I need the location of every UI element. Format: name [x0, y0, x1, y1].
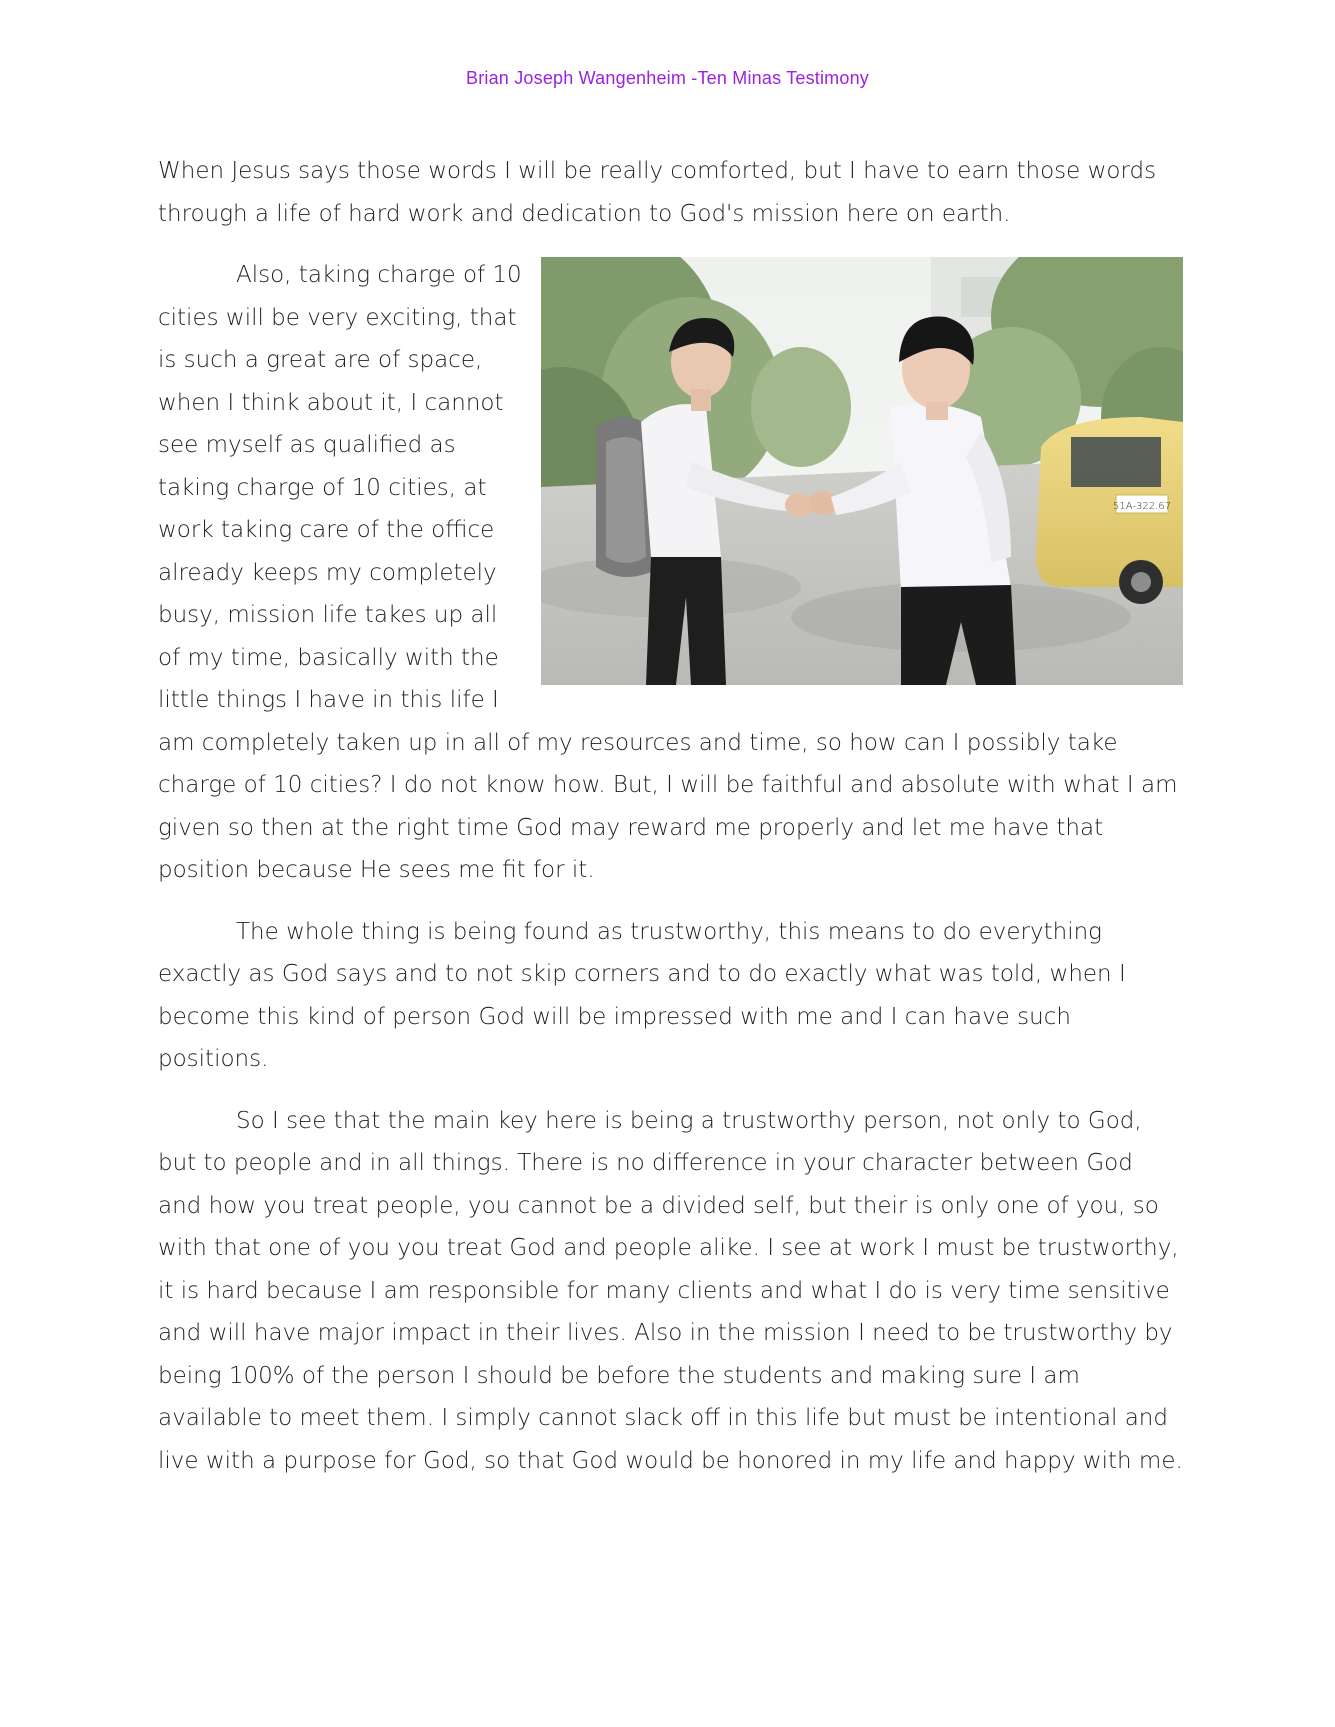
paragraph-3: The whole thing is being found as trustworthy, this means to do everything exactly as God says and to not skip corners and to do exactly what was told, when I become this kind of person God will be impressed with me and I can have such positions.: [158, 918, 1126, 1072]
paragraph-2: Also, taking charge of 10 cities will be very exciting, that is such a great are of space, when I think about it, I cannot see myself as qualified as taking charge of 10 cities, at work taking care of the office already keeps my completely busy, mission life takes up all of my time, basically with the little things I have in this life I am completely taken up in all of my resources and time, so how can I possibly take charge of 10 cities? I do not know how. But, I will be faithful and absolute with what I am given so then at the right time God may reward me properly and let me have that position because He sees me fit for it.: [158, 262, 1178, 883]
document-body: [158, 150, 1183, 1501]
page-header-title: Brian Joseph Wangenheim -Ten Minas Testimony: [466, 68, 869, 88]
van-license-plate: 51A-322.67: [1113, 501, 1171, 512]
paragraph-1: When Jesus says those words I will be really comforted, but I have to earn those words through a life of hard work and dedication to God's mission here on earth.: [158, 158, 1157, 227]
paragraph-4: So I see that the main key here is being a trustworthy person, not only to God, but to people and in all things. There is no difference in your character between God and how you treat people, you cannot be a divided self, but their is only one of you, so with that one of you you treat God and people alike. I see at work I must be trustworthy, it is hard because I am responsible for many clients and what I do is very time sensitive and will have major impact in their lives. Also in the mission I need to be trustworthy by being 100% of the person I should be before the students and making sure I am available to meet them. I simply cannot slack off in this life but must be intentional and live with a purpose for God, so that God would be honored in my life and happy with me.: [158, 1107, 1183, 1474]
photo-two-students-fist-bump: [541, 257, 1183, 685]
